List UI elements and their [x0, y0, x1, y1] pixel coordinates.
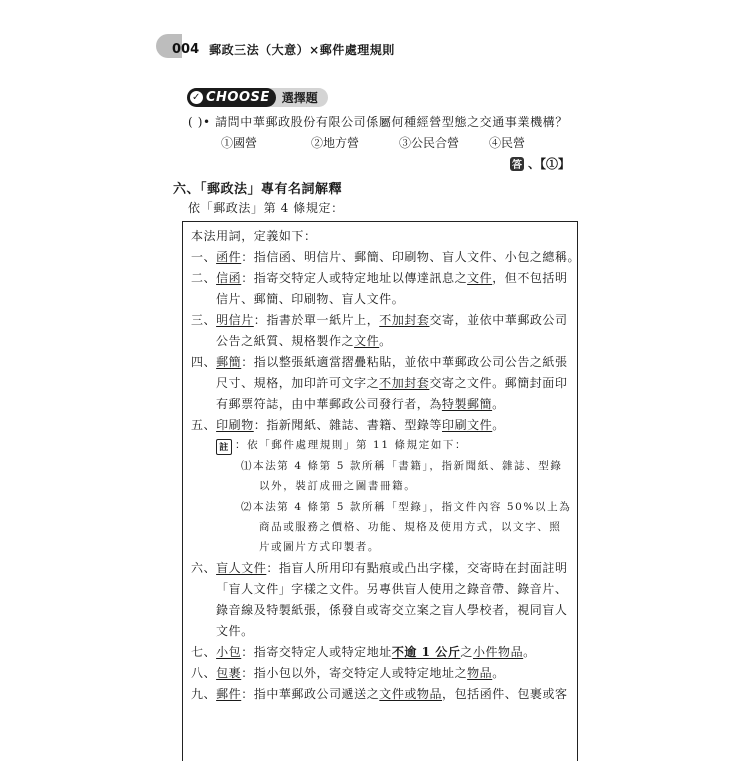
def-letter-mail-cont: 信片、郵簡、印刷物、盲人文件。 [216, 292, 405, 306]
question-text: ( )• 請問中華郵政股份有限公司係屬何種經營型態之交通事業機構？ [188, 115, 568, 129]
term-braille: 盲人文件 [216, 561, 267, 575]
def-printed-matter: 五、印刷物：指新聞紙、雜誌、書籍、型錄等印刷文件。 [191, 418, 505, 432]
note-item-2-cont1: 商品或服務之價格、功能、規格及使用方式，以文字、照 [259, 521, 562, 533]
definition-box [182, 221, 581, 761]
def-braille: 六、盲人文件：指盲人所用印有點痕或凸出字樣，交寄時在封面註明 [191, 561, 568, 575]
def-letter-mail: 二、信函：指寄交特定人或特定地址以傳達訊息之文件，但不包括明 [191, 271, 568, 285]
def-mail: 九、郵件：指中華郵政公司遞送之文件或物品，包括函件、包裹或客 [191, 687, 568, 701]
page-header [158, 36, 395, 62]
section-heading: 六、「郵政法」專有名詞解釋 [173, 182, 343, 197]
answer-text: 、【①】 [528, 157, 571, 171]
term-parcel: 包裹 [216, 666, 242, 680]
option-3: ③公民合營 [399, 136, 460, 150]
note-line: 註 ：依「郵件處理規則」第 11 條規定如下： [216, 437, 467, 455]
choose-badge [187, 88, 276, 107]
option-4: ④民營 [489, 136, 526, 150]
note-item-1: ⑴本法第 4 條第 5 款所稱「書籍」，指新聞紙、雜誌、型錄 [241, 460, 563, 472]
term-letter-mail: 信函 [216, 271, 242, 285]
note-item-2-cont2: 片或圖片方式印製者。 [259, 541, 380, 553]
question-options [221, 134, 525, 151]
note-item-2: ⑵本法第 4 條第 5 款所稱「型錄」，指文件內容 50%以上為 [241, 501, 572, 513]
choose-banner [187, 88, 328, 107]
page-title: 郵政三法（大意）×郵件處理規則 [209, 42, 395, 57]
check-icon: ✓ [190, 91, 203, 104]
term-printed-matter: 印刷物 [216, 418, 254, 432]
def-aerogramme-cont2: 有郵票符誌，由中華郵政公司發行者，為特製郵簡。 [216, 397, 505, 411]
term-letter: 函件 [216, 250, 242, 264]
answer-icon: 答 [510, 157, 524, 171]
def-small-packet: 七、小包：指寄交特定人或特定地址不逾 1 公斤之小件物品。 [191, 645, 536, 659]
def-braille-cont3: 文件。 [216, 624, 254, 638]
def-postcard-cont: 公告之紙質、規格製作之文件。 [216, 334, 392, 348]
option-2: ②地方營 [311, 136, 360, 150]
term-aerogramme: 郵簡 [216, 355, 242, 369]
def-braille-cont2: 錄音線及特製紙張，係發自或寄交立案之盲人學校者，視同盲人 [216, 603, 568, 617]
option-1: ①國營 [221, 136, 258, 150]
note-icon: 註 [216, 439, 232, 455]
note-item-1-cont: 以外，裝訂成冊之圖書冊籍。 [259, 480, 417, 492]
box-intro: 本法用詞，定義如下： [191, 229, 317, 243]
choose-label: CHOOSE [206, 90, 270, 105]
def-parcel: 八、包裹：指小包以外，寄交特定人或特定地址之物品。 [191, 666, 505, 680]
def-letter: 一、函件：指信函、明信片、郵簡、印刷物、盲人文件、小包之總稱。 [191, 250, 581, 264]
def-aerogramme-cont1: 尺寸、規格，加印許可文字之不加封套交寄之文件。郵簡封面印 [216, 376, 568, 390]
def-braille-cont1: 「盲人文件」字樣之文件。另專供盲人使用之錄音帶、錄音片、 [216, 582, 568, 596]
def-postcard: 三、明信片：指書於單一紙片上，不加封套交寄，並依中華郵政公司 [191, 313, 568, 327]
term-postcard: 明信片 [216, 313, 254, 327]
def-aerogramme: 四、郵簡：指以整張紙適當摺疊粘貼，並依中華郵政公司公告之紙張 [191, 355, 568, 369]
answer [510, 155, 570, 172]
term-small-packet: 小包 [216, 645, 242, 659]
section-intro: 依「郵政法」第 4 條規定： [188, 201, 344, 215]
choose-subtitle: 選擇題 [281, 91, 318, 105]
page-number: 004 [172, 41, 200, 57]
term-mail: 郵件 [216, 687, 242, 701]
